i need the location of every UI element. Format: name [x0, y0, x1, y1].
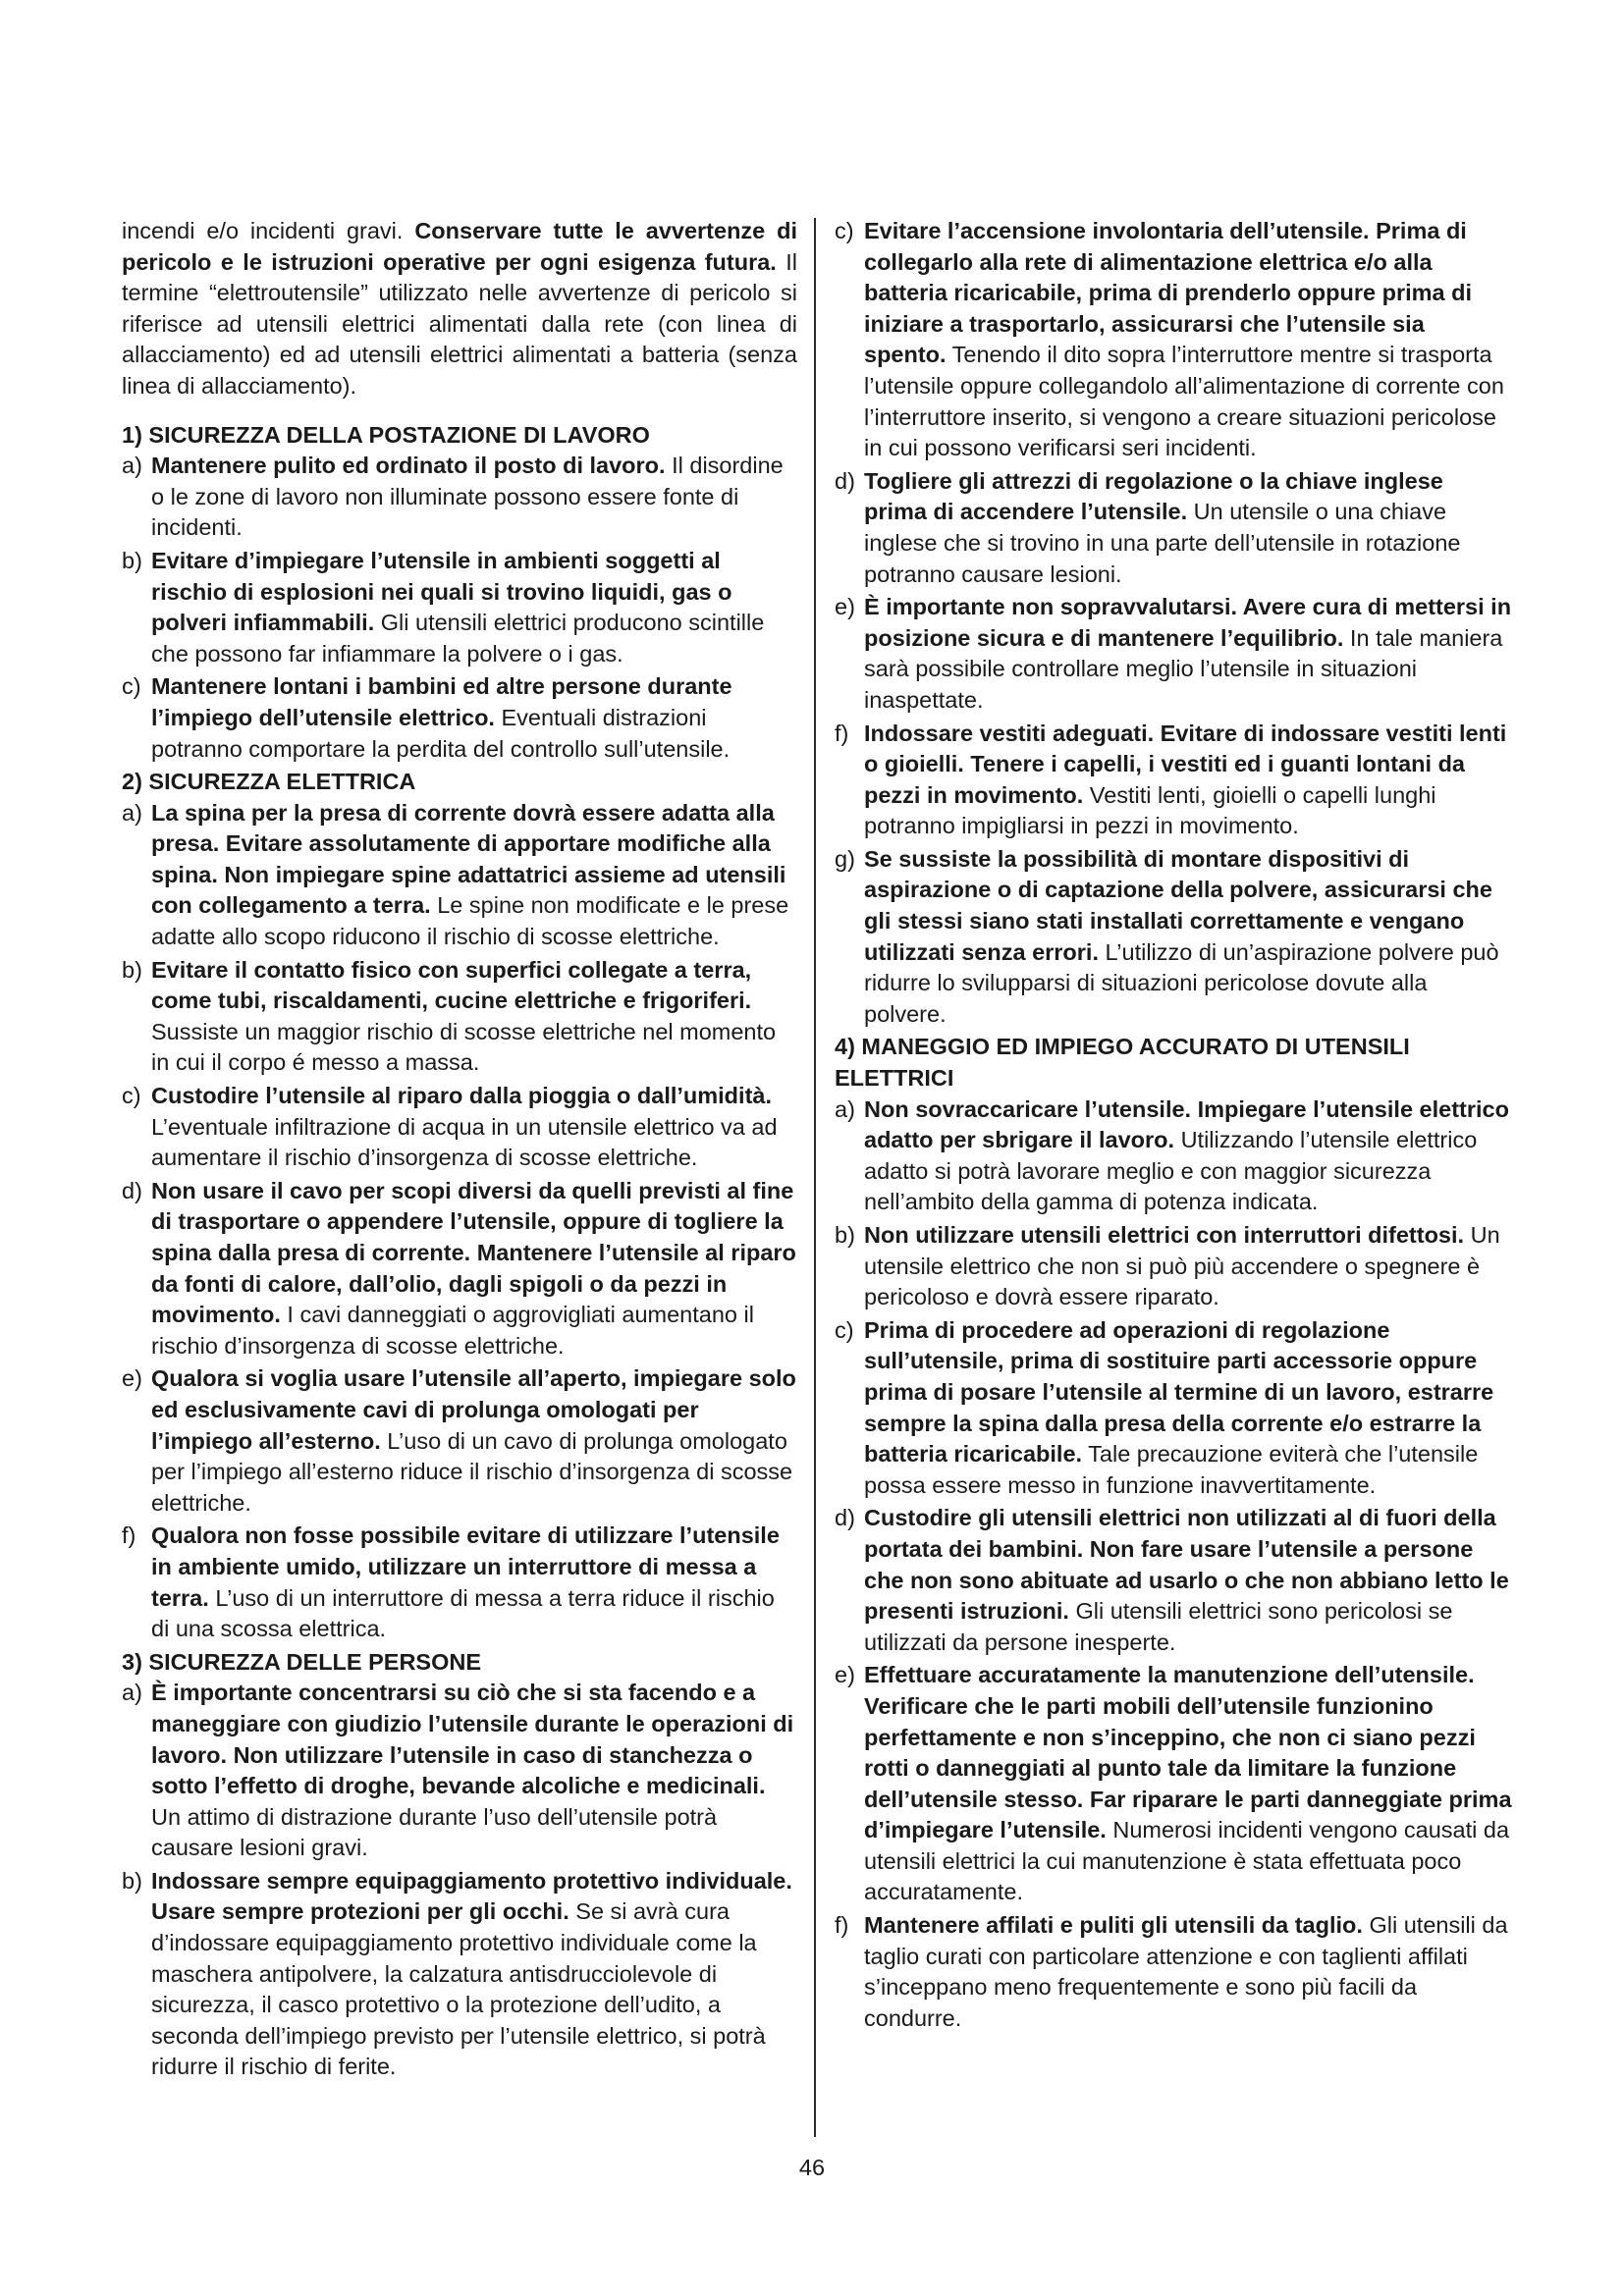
list-item: f) Qualora non fosse possibile evitare di utilizzare l’utensile in ambiente umido, utilizzare un interruttore di messa a terra. L’uso di un interruttore di messa a terra riduce il rischio di una scossa elettrica.: [122, 1522, 780, 1642]
section-3-title: 3) SICUREZZA DELLE PERSONE: [122, 1648, 482, 1675]
left-column: [122, 216, 797, 2085]
list-item: d) Custodire gli utensili elettrici non utilizzati al di fuori della portata dei bambini. Non fare usare l’utensile a persone che non sono abituate ad usarlo o che non abbiano letto le presenti istruzioni. Gli utensili elettrici sono pericolosi se utilizzati da persone inesperte.: [835, 1505, 1509, 1655]
list-item: e) Effettuare accuratamente la manutenzione dell’utensile. Verificare che le parti mobili dell’utensile funzionino perfettamente e non s’inceppino, che non ci siano pezzi rotti o danneggiati al punto tale da limitare la funzione dell’utensile stesso. Far riparare le parti danneggiate prima d’impiegare l’utensile. Numerosi incidenti vengono causati da utensili elettrici la cui manutenzione è stata effettuata poco accuratamente.: [835, 1662, 1512, 1905]
list-item: c) Evitare l’accensione involontaria dell’utensile. Prima di collegarlo alla rete di alimentazione elettrica e/o alla batteria ricaricabile, prima di prenderlo oppure prima di iniziare a trasportarlo, assicurarsi che l’utensile sia spento. Tenendo il dito sopra l’interruttore mentre si trasporta l’utensile oppure collegandolo all’alimentazione di corrente con l’interruttore inserito, si vengono a creare situazioni pericolose in cui possono verificarsi seri incidenti.: [835, 218, 1504, 461]
section-2-title: 2) SICUREZZA ELETTRICA: [122, 769, 416, 795]
list-item: a) Non sovraccaricare l’utensile. Impiegare l’utensile elettrico adatto per sbrigare il lavoro. Utilizzando l’utensile elettrico adatto si potrà lavorare meglio e con maggior sicurezza nell’ambito della gamma di potenza indicata.: [835, 1095, 1509, 1215]
list-item: g) Se sussiste la possibilità di montare dispositivi di aspirazione o di captazione della polvere, assicurarsi che gli stessi siano stati installati correttamente e vengano utilizzati senza errori. L’utilizzo di un’aspirazione polvere può ridurre lo svilupparsi di situazioni pericolose dovute alla polvere.: [835, 845, 1499, 1027]
list-item: a) La spina per la presa di corrente dovrà essere adatta alla presa. Evitare assolutamente di apportare modifiche alla spina. Non impiegare spine adattatrici assieme ad utensili con collegamento a terra. Le spine non modificate e le prese adatte allo scopo riducono il rischio di scosse elettriche.: [122, 799, 789, 950]
page-number: 46: [798, 2155, 826, 2180]
list-item: c) Prima di procedere ad operazioni di regolazione sull’utensile, prima di sostituire parti accessorie oppure prima di posare l’utensile al termine di un lavoro, estrarre sempre la spina dalla presa della corrente e/o estrarre la batteria ricaricabile. Tale precauzione eviterà che l’utensile possa essere messo in funzione inavvertitamente.: [835, 1316, 1494, 1498]
column-divider: [814, 218, 816, 2137]
list-item: e) Qualora si voglia usare l’utensile all’aperto, impiegare solo ed esclusivamente cavi di prolunga omologati per l’impiego all’esterno. L’uso di un cavo di prolunga omologato per l’impiego all’esterno riduce il rischio d’insorgenza di scosse elettriche.: [122, 1365, 796, 1516]
list-item: d) Togliere gli attrezzi di regolazione o la chiave inglese prima di accendere l’utensile. Un utensile o una chiave inglese che si trovino in una parte dell’utensile in rotazione potranno causare lesioni.: [835, 467, 1461, 587]
list-item: b) Evitare d’impiegare l’utensile in ambienti soggetti al rischio di esplosioni nei quali si trovino liquidi, gas o polveri infiammabili. Gli utensili elettrici producono scintille che possono far infiammare la polvere o i gas.: [122, 547, 765, 667]
list-item: a) Mantenere pulito ed ordinato il posto di lavoro. Il disordine o le zone di lavoro non illuminate possono essere fonte di incidenti.: [122, 453, 784, 541]
list-item: e) È importante non sopravvalutarsi. Avere cura di mettersi in posizione sicura e di mantenere l’equilibrio. In tale maniera sarà possibile controllare meglio l’utensile in situazioni inaspettate.: [835, 594, 1512, 713]
section-4-title: 4) MANEGGIO ED IMPIEGO ACCURATO DI UTENSILI ELETTRICI: [835, 1034, 1410, 1092]
list-item: f) Mantenere affilati e puliti gli utensili da taglio. Gli utensili da taglio curati con particolare attenzione e con taglienti affilati s’inceppano meno frequentemente e sono più facili da condurre.: [835, 1912, 1508, 2031]
list-item: c) Mantenere lontani i bambini ed altre persone durante l’impiego dell’utensile elettrico. Eventuali distrazioni potranno comportare la perdita del controllo sull’utensile.: [122, 673, 732, 762]
list-item: c) Custodire l’utensile al riparo dalla pioggia o dall’umidità. L’eventuale infiltrazione di acqua in un utensile elettrico va ad aumentare il rischio d’insorgenza di scosse elettriche.: [122, 1083, 778, 1171]
list-item: a) È importante concentrarsi su ciò che si sta facendo e a maneggiare con giudizio l’utensile durante le operazioni di lavoro. Non utilizzare l’utensile in caso di stanchezza o sotto l’effetto di droghe, bevande alcoliche e medicinali. Un attimo di distrazione durante l’uso dell’utensile potrà causare lesioni gravi.: [122, 1680, 794, 1861]
intro-paragraph: incendi e/o incidenti gravi. Conservare tutte le avvertenze di pericolo e le istruzioni operative per ogni esigenza futura. Il termine “elettroutensile” utilizzato nelle avvertenze di pericolo si riferisce ad utensili elettrici alimentati dalla rete (con linea di allacciamento) ed ad utensili elettrici alimentati a batteria (senza linea di allacciamento).: [122, 218, 797, 399]
list-item: b) Indossare sempre equipaggiamento protettivo individuale. Usare sempre protezioni per gli occhi. Se si avrà cura d’indossare equipaggiamento protettivo individuale come la maschera antipolvere, la calzatura antisdrucciolevole di sicurezza, il casco protettivo o la protezione dell’udito, a seconda dell’impiego previsto per l’utensile elettrico, si potrà ridurre il rischio di ferite.: [122, 1867, 792, 2080]
section-1-title: 1) SICUREZZA DELLA POSTAZIONE DI LAVORO: [122, 421, 650, 448]
right-column: [835, 216, 1512, 2036]
list-item: f) Indossare vestiti adeguati. Evitare di indossare vestiti lenti o gioielli. Tenere i capelli, i vestiti ed i guanti lontani da pezzi in movimento. Vestiti lenti, gioielli o capelli lunghi potranno impigliarsi in pezzi in movimento.: [835, 720, 1507, 839]
list-item: d) Non usare il cavo per scopi diversi da quelli previsti al fine di trasportare o appendere l’utensile, oppure di togliere la spina dalla presa di corrente. Mantenere l’utensile al riparo da fonti di calore, dall’olio, dagli spigoli o da pezzi in movimento. I cavi danneggiati o aggrovigliati aumentano il rischio d’insorgenza di scosse elettriche.: [122, 1177, 796, 1359]
list-item: b) Evitare il contatto fisico con superfici collegate a terra, come tubi, riscaldamenti, cucine elettriche e frigoriferi. Sussiste un maggior rischio di scosse elettriche nel momento in cui il corpo é messo a massa.: [122, 956, 777, 1076]
list-item: b) Non utilizzare utensili elettrici con interruttori difettosi. Un utensile elettrico che non si può più accendere o spegnere è pericoloso e dovrà essere riparato.: [835, 1222, 1500, 1310]
